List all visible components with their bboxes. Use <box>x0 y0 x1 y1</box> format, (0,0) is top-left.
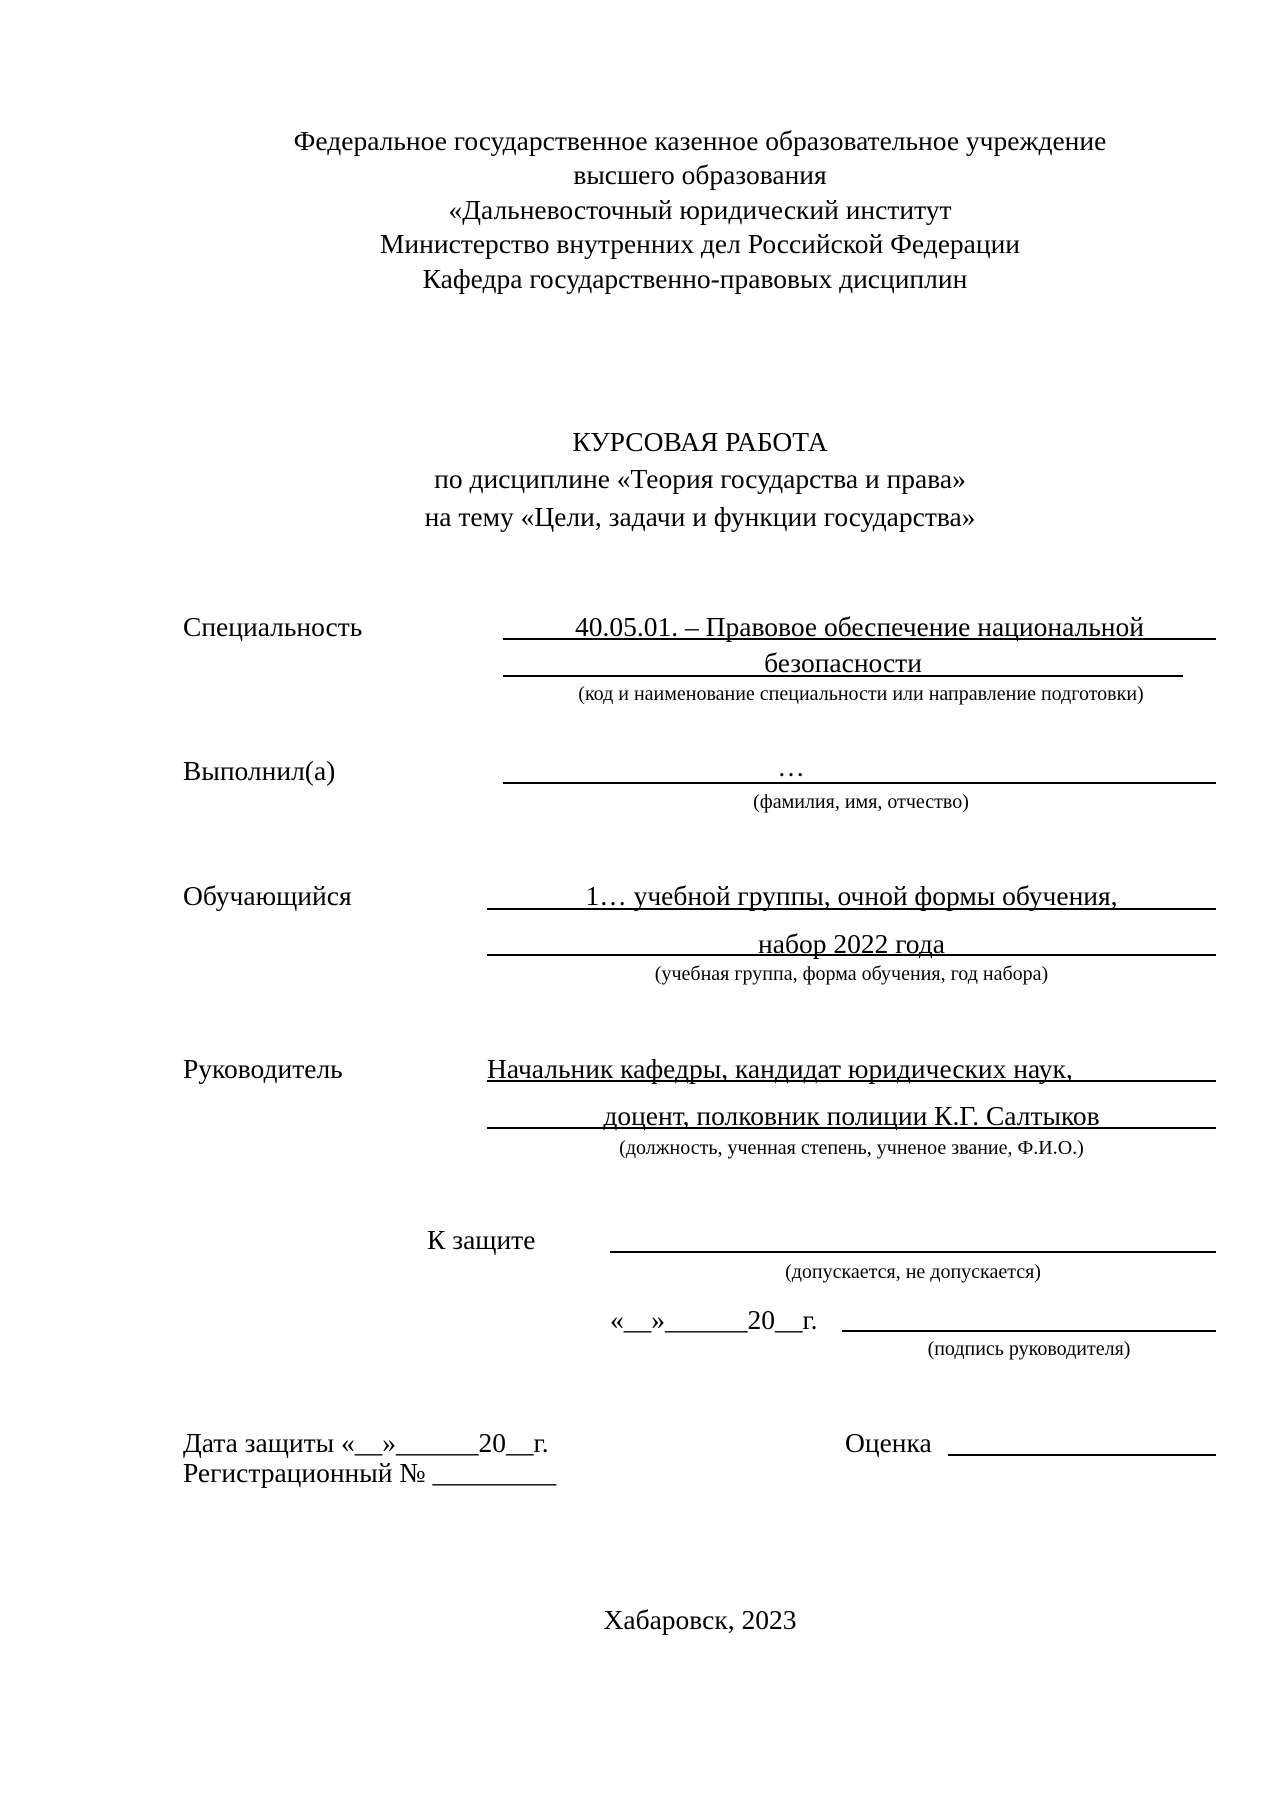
performer-value: … <box>777 751 805 782</box>
work-type-title: КУРСОВАЯ РАБОТА <box>572 426 828 457</box>
grade-label: Оценка <box>845 1427 932 1458</box>
performer-label: Выполнил(а) <box>183 755 336 786</box>
defense-date: «__»______20__г. <box>610 1304 818 1335</box>
supervisor-value-1: Начальник кафедры, кандидат юридических наук, <box>487 1053 1073 1084</box>
supervisor-hint: (должность, ученная степень, учненое звание, Ф.И.О.) <box>619 1137 1084 1159</box>
supervisor-label: Руководитель <box>183 1053 343 1084</box>
specialty-label: Специальность <box>183 611 363 642</box>
header-line-2: высшего образования <box>573 159 827 190</box>
defense-date-line: Дата защиты «__»______20__г. <box>183 1427 549 1458</box>
supervisor-value-2: доцент, полковник полиции К.Г. Салтыков <box>603 1100 1100 1131</box>
defense-underline <box>610 1251 1216 1253</box>
performer-hint: (фамилия, имя, отчество) <box>753 791 969 813</box>
student-label: Обучающийся <box>183 880 352 911</box>
header-line-5: Кафедра государственно-правовых дисциплин <box>422 263 968 294</box>
city-year: Хабаровск, 2023 <box>603 1604 797 1635</box>
discipline-line: по дисциплине «Теория государства и права» <box>434 463 966 494</box>
topic-line: на тему «Цели, задачи и функции государства» <box>424 501 976 532</box>
defense-label: К защите <box>427 1224 536 1255</box>
signature-hint: (подпись руководителя) <box>927 1338 1131 1360</box>
student-hint: (учебная группа, форма обучения, год набора) <box>654 963 1049 985</box>
grade-underline <box>948 1454 1216 1456</box>
defense-hint: (допускается, не допускается) <box>785 1261 1041 1283</box>
signature-underline <box>842 1330 1216 1332</box>
specialty-hint: (код и наименование специальности или направление подготовки) <box>578 683 1144 705</box>
specialty-value-1: 40.05.01. – Правовое обеспечение национальной <box>575 611 1144 642</box>
registration-number: Регистрационный № _________ <box>183 1457 557 1488</box>
header-line-3: «Дальневосточный юридический институт <box>448 194 952 225</box>
student-value-2: набор 2022 года <box>758 928 945 959</box>
student-value-1: 1… учебной группы, очной формы обучения, <box>585 880 1118 911</box>
header-line-4: Министерство внутренних дел Российской Федерации <box>379 228 1021 259</box>
header-line-1: Федеральное государственное казенное образовательное учреждение <box>293 125 1107 156</box>
specialty-value-2: безопасности <box>764 647 922 678</box>
